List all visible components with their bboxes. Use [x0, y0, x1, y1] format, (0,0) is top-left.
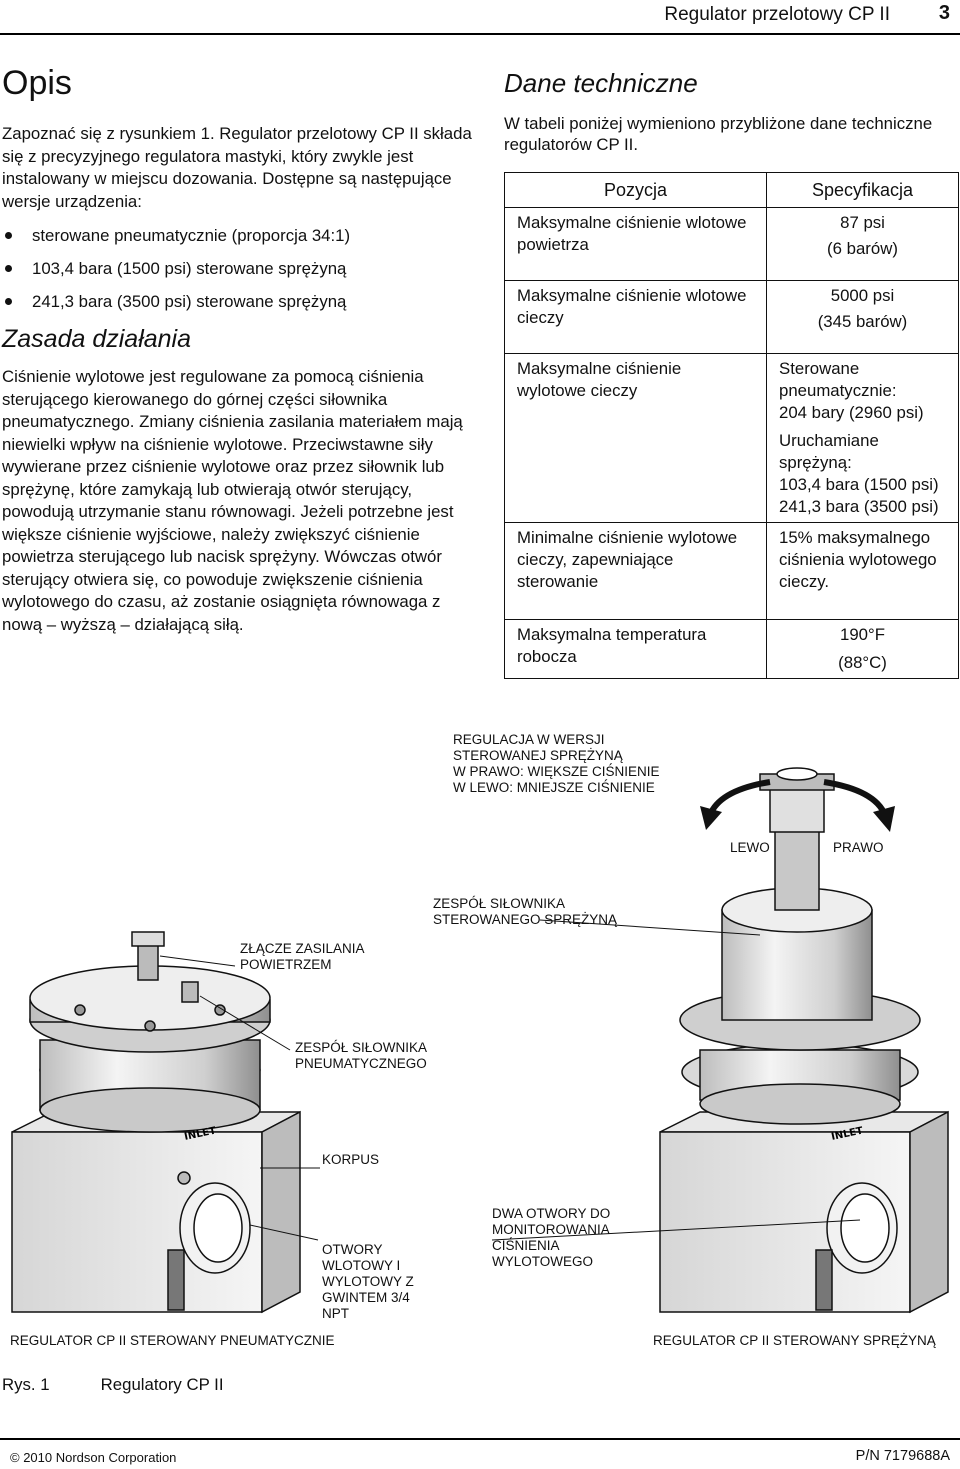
table-cell-spec: 190°F (88°C)	[838, 625, 887, 672]
figure-title: Regulatory CP II	[100, 1375, 224, 1394]
figure-caption	[2, 1375, 223, 1395]
intro-paragraph: Zapoznać się z rysunkiem 1. Regulator przelotowy CP II składa się z precyzyjnego regulatora mastyki, który zwykle jest instalowany w miejscu dozowania. Dostępne są następujące wersje urządzenia:	[2, 124, 472, 211]
table-row	[505, 354, 959, 523]
header-title: Regulator przelotowy CP II	[664, 4, 890, 25]
page-footer	[0, 1430, 960, 1469]
page-header	[0, 0, 960, 34]
inlet-mark-right: INLET	[830, 1125, 865, 1143]
right-column	[504, 68, 960, 155]
label-right-direction: PRAWO	[833, 840, 884, 855]
figure-regulators	[0, 720, 960, 1360]
bullet-icon	[5, 298, 12, 305]
page-number: 3	[938, 2, 950, 24]
left-arrowhead-icon	[700, 806, 722, 830]
table-cell-item: Minimalne ciśnienie wylotowe cieczy, zapewniające sterowanie	[505, 523, 767, 620]
table-cell-item: Maksymalne ciśnienie wylotowe cieczy	[505, 354, 767, 523]
table-cell-item: Maksymalna temperatura robocza	[505, 620, 767, 679]
table-cell-spec: Sterowane pneumatycznie: 204 bary (2960 psi) Uruchamiane sprężyną: 103,4 bara (1500 psi) 241,3 bara (3500 psi)	[767, 354, 959, 523]
table-header-item: Pozycja	[505, 173, 767, 208]
table-row	[505, 281, 959, 354]
table-cell-item: Maksymalne ciśnienie wlotowe powietrza	[505, 208, 767, 281]
spring-regulator-drawing	[660, 768, 948, 1312]
table-row	[505, 523, 959, 620]
table-row	[505, 620, 959, 679]
left-column	[2, 64, 472, 636]
section-subtitle-zasada: Zasada działania	[2, 325, 192, 353]
table-cell-item: Maksymalne ciśnienie wlotowe cieczy	[505, 281, 767, 354]
body-paragraph: Ciśnienie wylotowe jest regulowane za pomocą ciśnienia sterującego kierowanego do górnej części siłownika pneumatycznego. Zmiany ciśnienia zasilania materiałem mają niewielki wpływ na ciśnienie wylotowe. Przeciwstawne siły wywierane przez ciśnienie wylotowe oraz przez siłownik lub sprężynę, które zamykają lub otwierają otwór sterujący, powodują utrzymanie stanu równowagi. Jeżeli potrzebne jest większe ciśnienie wyjściowe, należy zwiększyć ciśnienie powietrza sterującego lub nacisk sprężyny. Wówczas otwór sterujący otwiera się, co powoduje zwiększenie ciśnienia wylotowego do czasu, aż zostanie osiągnięta równowaga z nową – wyższą – działającą siłą.	[2, 367, 463, 634]
table-cell-spec: 15% maksymalnego ciśnienia wylotowego cieczy.	[767, 523, 959, 620]
label-left-direction: LEWO	[730, 840, 770, 855]
copyright: © 2010 Nordson Corporation	[10, 1450, 177, 1465]
pneumatic-regulator-drawing	[12, 932, 300, 1312]
caption-spring: REGULATOR CP II STEROWANY SPRĘŻYNĄ	[653, 1333, 936, 1348]
table-row	[505, 208, 959, 281]
tech-intro: W tabeli poniżej wymieniono przybliżone dane techniczne regulatorów CP II.	[504, 114, 933, 154]
header-rule	[0, 33, 960, 35]
list-item: sterowane pneumatycznie (proporcja 34:1)	[2, 225, 472, 247]
list-item: 103,4 bara (1500 psi) sterowane sprężyną	[2, 258, 472, 280]
regulators-illustration	[0, 720, 960, 1360]
footer-rule	[0, 1438, 960, 1440]
label-spring-actuator: ZESPÓŁ SIŁOWNIKA STEROWANEGO SPRĘŻYNĄ	[433, 896, 618, 927]
label-body: KORPUS	[322, 1152, 380, 1167]
right-arrowhead-icon	[873, 806, 895, 832]
bullet-icon	[5, 265, 12, 272]
table-cell-spec: 87 psi (6 barów)	[767, 208, 959, 281]
label-air-fitting: ZŁĄCZE ZASILANIA POWIETRZEM	[240, 941, 365, 972]
inlet-mark-left: INLET	[183, 1125, 218, 1143]
label-pneumatic-actuator: ZESPÓŁ SIŁOWNIKA PNEUMATYCZNEGO	[295, 1040, 428, 1071]
part-number: P/N 7179688A	[855, 1448, 950, 1464]
table-header-spec: Specyfikacja	[767, 173, 959, 208]
caption-pneumatic: REGULATOR CP II STEROWANY PNEUMATYCZNIE	[10, 1333, 335, 1348]
spec-table	[504, 172, 959, 679]
label-monitor-ports: DWA OTWORY DO MONITOROWANIA CIŚNIENIA WYLOTOWEGO	[492, 1206, 611, 1269]
figure-number: Rys. 1	[2, 1375, 50, 1394]
bullet-icon	[5, 232, 12, 239]
label-adjust: REGULACJA W WERSJI STEROWANEJ SPRĘŻYNĄ W PRAWO: WIĘKSZE CIŚNIENIE W LEWO: MNIEJSZE CIŚNIENIE	[453, 732, 660, 795]
list-item: 241,3 bara (3500 psi) sterowane sprężyną	[2, 291, 472, 313]
label-ports: OTWORY WLOTOWY I WYLOTOWY Z GWINTEM 3/4 NPT	[322, 1242, 414, 1321]
table-cell-spec: 5000 psi (345 barów)	[767, 281, 959, 354]
version-list	[2, 225, 472, 313]
section-title-dane: Dane techniczne	[504, 68, 698, 98]
section-title-opis: Opis	[2, 64, 72, 102]
